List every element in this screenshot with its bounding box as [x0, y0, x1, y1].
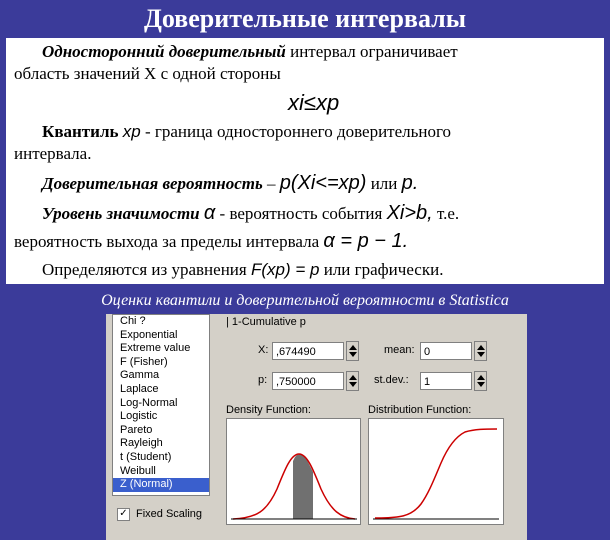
up-arrow-icon — [477, 375, 485, 380]
distribution-function-label: Distribution Function: — [368, 404, 472, 416]
density-plot — [226, 418, 361, 525]
formula-xi-gt-b: Xi>b, — [386, 202, 433, 224]
x-input[interactable]: ,674490 — [272, 342, 344, 360]
line-8-text: Определяются из уравнения — [42, 260, 247, 279]
line-1 — [42, 42, 458, 62]
p-label: p: — [258, 374, 268, 386]
distribution-item[interactable]: Logistic — [120, 410, 158, 423]
line-8-end: или графически. — [323, 260, 444, 279]
distribution-item[interactable]: Pareto — [120, 423, 153, 436]
line-5 — [42, 172, 418, 195]
down-arrow-icon — [349, 352, 357, 357]
line-8 — [42, 260, 443, 280]
p-spinner[interactable] — [346, 371, 359, 391]
alpha-symbol: α — [203, 202, 216, 224]
cumulative-option-label: | 1-Cumulative p — [226, 316, 306, 328]
formula-xi-le-xp: xi≤xp — [288, 90, 340, 115]
distribution-item[interactable]: Rayleigh — [120, 437, 163, 450]
fixed-scaling-label: Fixed Scaling — [136, 508, 203, 520]
line-3 — [42, 122, 451, 142]
line-3-text: - граница одностороннего доверительного — [144, 122, 452, 141]
density-curve-graphic — [227, 419, 360, 524]
up-arrow-icon — [349, 345, 357, 350]
line-7-text: вероятность выхода за пределы интервала — [14, 232, 320, 251]
down-arrow-icon — [477, 352, 485, 357]
distribution-item[interactable]: Chi ? — [120, 315, 146, 327]
confidence-probability-term: Доверительная вероятность — [42, 174, 263, 193]
density-function-label: Density Function: — [226, 404, 311, 416]
distribution-item[interactable]: Gamma — [120, 369, 160, 382]
line-2: область значений X с одной стороны — [14, 64, 281, 83]
fixed-scaling-checkbox[interactable]: ✓ — [117, 508, 130, 521]
x-spinner[interactable] — [346, 341, 359, 361]
formula-alpha: α = p − 1. — [323, 230, 409, 252]
line-6-end: т.е. — [436, 204, 460, 223]
p-symbol: p. — [401, 172, 419, 194]
xp-symbol: xp — [122, 122, 141, 141]
x-label: X: — [258, 344, 269, 356]
formula-p-xi-le-xp: p(Xi<=xp) — [279, 172, 367, 194]
up-arrow-icon — [477, 345, 485, 350]
stdev-spinner[interactable] — [474, 371, 487, 391]
mean-label: mean: — [384, 344, 415, 356]
distribution-item[interactable]: Laplace — [120, 382, 159, 395]
quantile-term: Квантиль — [42, 122, 119, 141]
stdev-label: st.dev.: — [374, 374, 409, 386]
statistica-caption: Оценки квантили и доверительной вероятности в Statistica — [101, 292, 509, 309]
line-7 — [14, 230, 408, 253]
formula-f-xp: F(xp) = p — [250, 260, 320, 279]
distribution-item[interactable]: F (Fisher) — [120, 355, 168, 368]
distribution-curve-graphic — [369, 419, 503, 524]
distribution-item[interactable]: Log-Normal — [120, 396, 178, 409]
cdf-curve — [375, 429, 497, 518]
distribution-item[interactable]: Z (Normal) — [113, 478, 209, 492]
p-input[interactable]: ,750000 — [272, 372, 344, 390]
one-sided-term: Односторонний доверительный — [42, 42, 286, 61]
page-title: Доверительные интервалы — [143, 4, 467, 33]
or-word: или — [370, 174, 398, 193]
line-6 — [42, 202, 459, 225]
mean-input[interactable]: 0 — [420, 342, 472, 360]
stdev-input[interactable]: 1 — [420, 372, 472, 390]
line-6-text: - вероятность события — [219, 204, 383, 223]
slide-text-panel — [6, 38, 604, 284]
down-arrow-icon — [349, 382, 357, 387]
distribution-list[interactable] — [112, 314, 210, 496]
distribution-plot — [368, 418, 504, 525]
down-arrow-icon — [477, 382, 485, 387]
distribution-item[interactable]: Exponential — [120, 328, 178, 341]
line-4: интервала. — [14, 144, 92, 163]
distribution-item[interactable]: t (Student) — [120, 450, 172, 463]
up-arrow-icon — [349, 375, 357, 380]
mean-spinner[interactable] — [474, 341, 487, 361]
line-1-text: интервал ограничивает — [290, 42, 458, 61]
dash: – — [266, 174, 276, 193]
significance-level-term: Уровень значимости — [42, 204, 200, 223]
probability-calculator-dialog — [106, 314, 527, 540]
distribution-item[interactable]: Extreme value — [120, 342, 191, 355]
distribution-item[interactable]: Weibull — [120, 464, 156, 477]
